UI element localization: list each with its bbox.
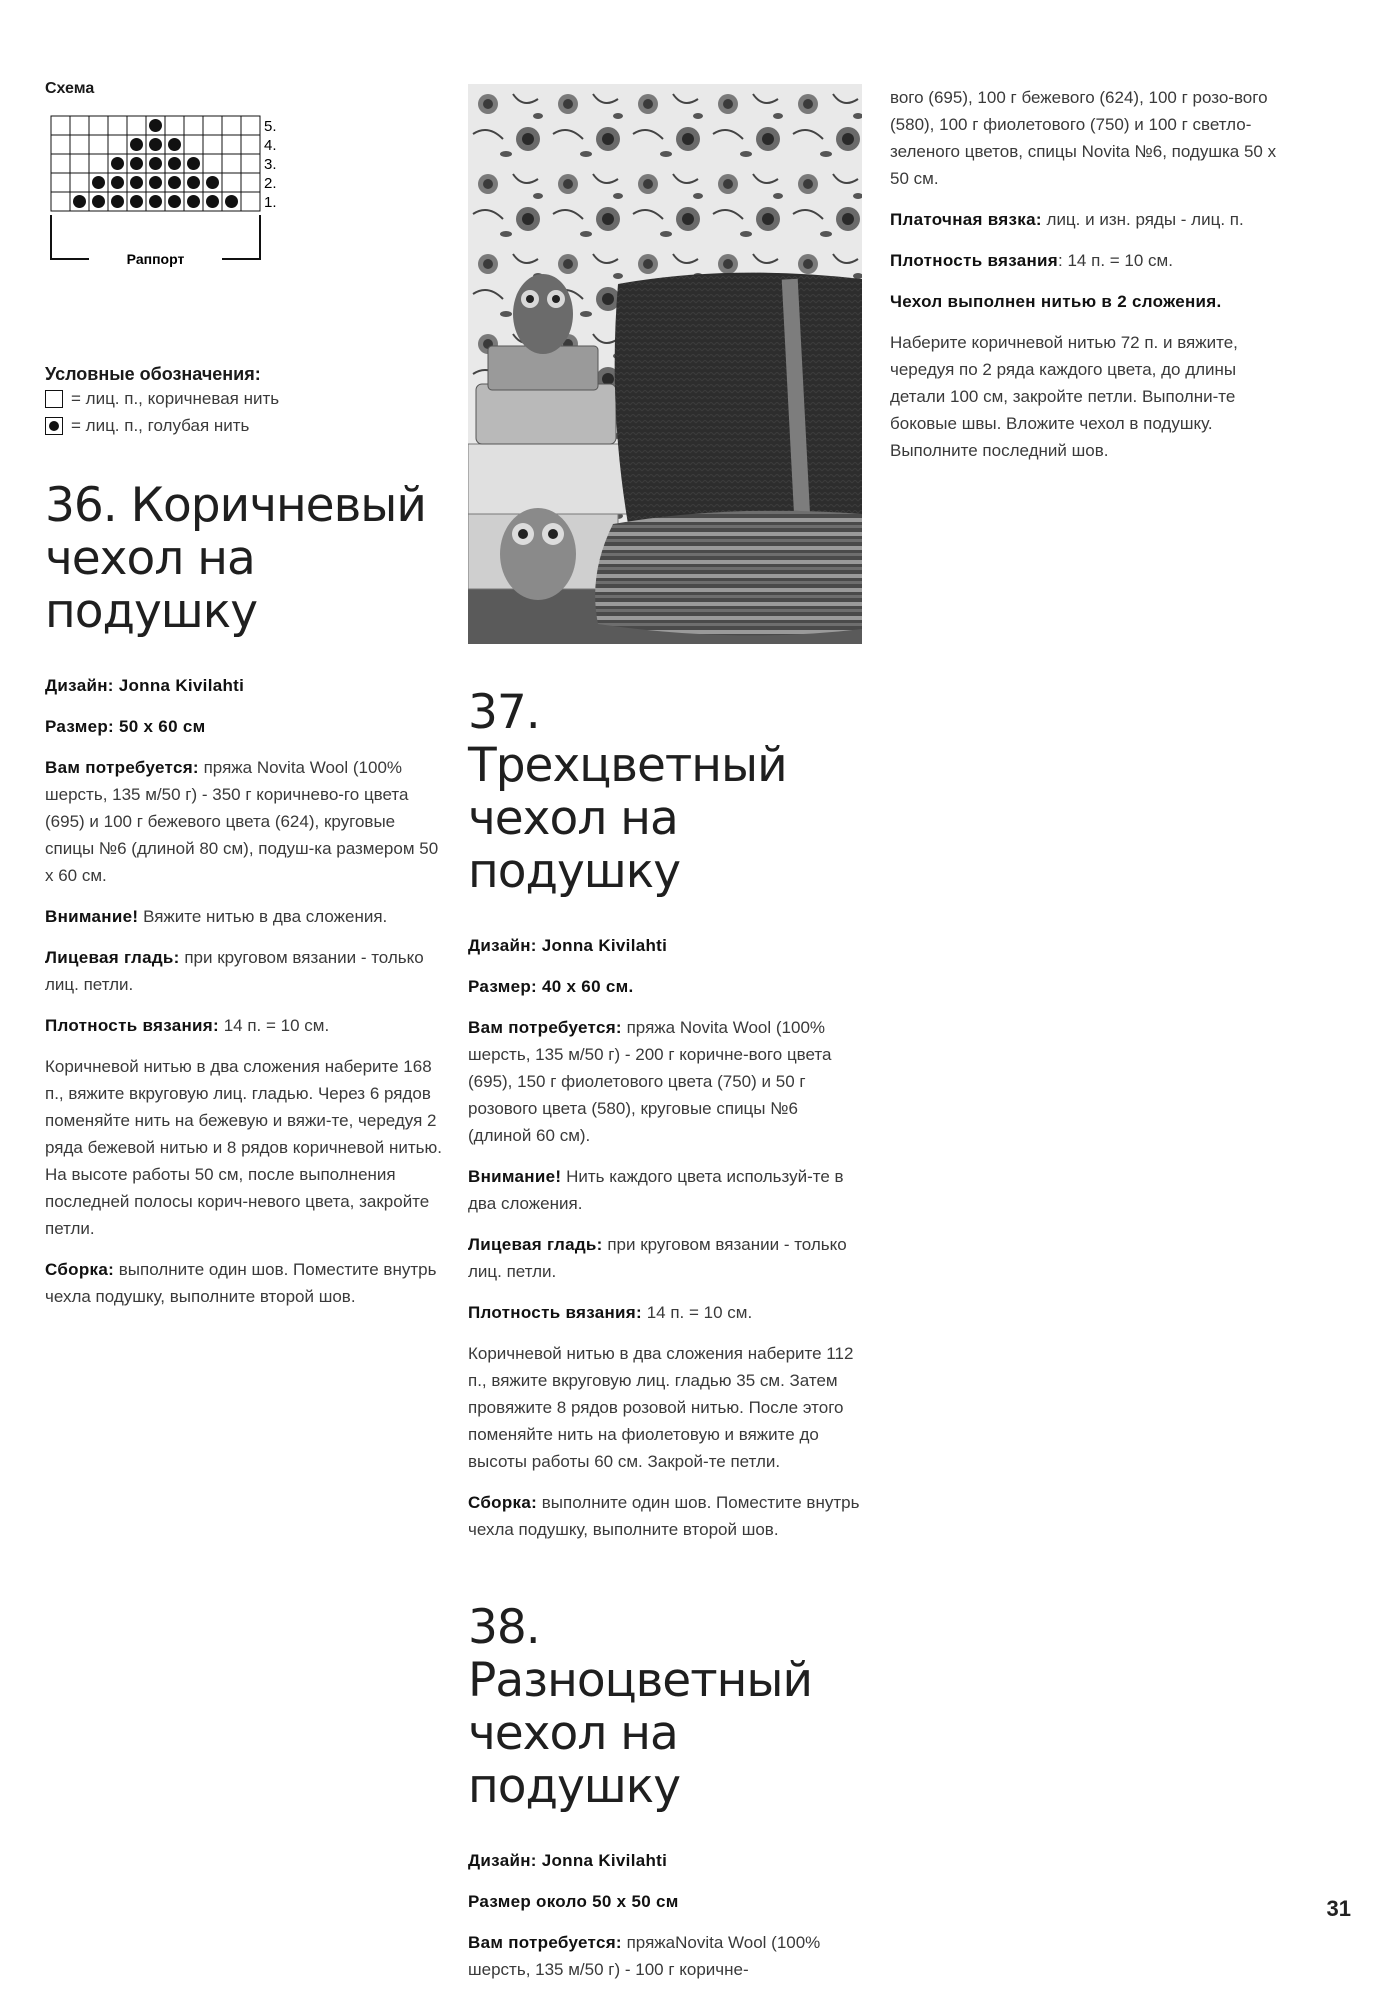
chart-dot bbox=[130, 195, 143, 208]
stitch: Лицевая гладь: при круговом вязании - только лиц. петли. bbox=[468, 1235, 847, 1281]
section-38 bbox=[468, 1601, 863, 1983]
chart-cell bbox=[241, 116, 260, 135]
chart-dot bbox=[111, 157, 124, 170]
legend-item-blue bbox=[45, 412, 445, 439]
section-37 bbox=[468, 686, 863, 1543]
title-line-1: 38. Разноцветный bbox=[468, 1600, 812, 1708]
size-label: Размер: 50 х 60 см bbox=[45, 717, 206, 736]
row-label: 5. bbox=[264, 118, 277, 135]
materials-continued: вого (695), 100 г бежевого (624), 100 г розо-вого (580), 100 г фиолетового (750) и 100 г светло-зеленого цветов, спицы Novita №6, подушка 50 х 50 см. bbox=[890, 88, 1277, 188]
chart-cell bbox=[241, 154, 260, 173]
chart-cell bbox=[222, 116, 241, 135]
empty-square-icon bbox=[45, 390, 63, 408]
legend-title: Условные обозначения: bbox=[45, 364, 261, 384]
section-title bbox=[468, 1601, 863, 1813]
chart-dot bbox=[149, 157, 162, 170]
title-line-2: чехол на подушку bbox=[468, 1706, 681, 1814]
knitting-chart bbox=[45, 108, 305, 308]
row-label: 3. bbox=[264, 156, 277, 173]
gauge: Плотность вязания: 14 п. = 10 см. bbox=[890, 251, 1173, 270]
chart-dot bbox=[73, 195, 86, 208]
title-line-1: 37. Трехцветный bbox=[468, 685, 787, 793]
chart-dot bbox=[168, 195, 181, 208]
chart-dot bbox=[168, 176, 181, 189]
materials: Вам потребуется: пряжа Novita Wool (100% шерсть, 135 м/50 г) - 200 г коричне-вого цвета (695), 150 г фиолетового цвета (750) и 50 г розового цвета (580), круговые спицы №6 (длиной 60 см). bbox=[468, 1018, 832, 1145]
left-column bbox=[45, 80, 445, 1324]
chart-cell bbox=[51, 116, 70, 135]
chart-dot bbox=[168, 138, 181, 151]
chart-cell bbox=[51, 154, 70, 173]
chart-cell bbox=[70, 135, 89, 154]
chart-cell bbox=[184, 116, 203, 135]
instructions: Коричневой нитью в два сложения наберите 112 п., вяжите вкруговую лиц. гладью 35 см. Затем провяжите 8 рядов розовой нитью. После этого поменяйте нить на фиолетовую и вяжите до высоты работы 60 см. Закрой-те петли. bbox=[468, 1344, 854, 1471]
chart-cell bbox=[70, 173, 89, 192]
scheme-title: Схема bbox=[45, 80, 95, 97]
row-label: 1. bbox=[264, 194, 277, 211]
section-title bbox=[45, 479, 445, 638]
design-credit: Дизайн: Jonna Kivilahti bbox=[468, 936, 668, 955]
chart-dot bbox=[206, 195, 219, 208]
chart-cell bbox=[70, 154, 89, 173]
chart-dot bbox=[187, 157, 200, 170]
design-credit: Дизайн: Jonna Kivilahti bbox=[468, 1851, 668, 1870]
chart-cell bbox=[241, 173, 260, 192]
chart-dot bbox=[130, 176, 143, 189]
chart-cell bbox=[222, 154, 241, 173]
chart-dot bbox=[111, 195, 124, 208]
section-36 bbox=[45, 479, 445, 1310]
title-line-2: чехол на подушку bbox=[468, 791, 681, 899]
title-line-2: чехол на подушку bbox=[45, 531, 258, 639]
chart-cell bbox=[51, 135, 70, 154]
size-label: Размер: 40 х 60 см. bbox=[468, 977, 634, 996]
chart-cell bbox=[70, 116, 89, 135]
chart-dot bbox=[187, 176, 200, 189]
assembly: Сборка: выполните один шов. Поместите внутрь чехла подушку, выполните второй шов. bbox=[468, 1493, 860, 1539]
title-line-1: 36. Коричневый bbox=[45, 478, 426, 533]
size-label: Размер около 50 х 50 см bbox=[468, 1892, 679, 1911]
chart-dot bbox=[149, 176, 162, 189]
legend-item-text: = лиц. п., голубая нить bbox=[71, 415, 250, 435]
chart-dot bbox=[149, 138, 162, 151]
repeat-label: Раппорт bbox=[126, 251, 185, 267]
right-column bbox=[890, 84, 1280, 478]
design-credit: Дизайн: Jonna Kivilahti bbox=[45, 676, 245, 695]
chart-cell bbox=[89, 135, 108, 154]
gauge: Плотность вязания: 14 п. = 10 см. bbox=[45, 1016, 330, 1035]
chart-dot bbox=[206, 176, 219, 189]
stitch: Лицевая гладь: при круговом вязании - только лиц. петли. bbox=[45, 948, 424, 994]
chart-cell bbox=[203, 135, 222, 154]
legend-item-text: = лиц. п., коричневая нить bbox=[71, 388, 280, 408]
chart-cell bbox=[51, 173, 70, 192]
chart-cell bbox=[203, 116, 222, 135]
yarn-note: Чехол выполнен нитью в 2 сложения. bbox=[890, 292, 1222, 311]
section-title bbox=[468, 686, 863, 898]
chart-dot bbox=[168, 157, 181, 170]
chart-cell bbox=[241, 192, 260, 211]
chart-dot bbox=[149, 119, 162, 132]
page-number: 31 bbox=[1326, 1896, 1351, 1921]
attention: Внимание! Вяжите нитью в два сложения. bbox=[45, 907, 388, 926]
chart-cell bbox=[222, 173, 241, 192]
chart-cell bbox=[241, 135, 260, 154]
instructions: Наберите коричневой нитью 72 п. и вяжите, чередуя по 2 ряда каждого цвета, до длины детали 100 см, закройте петли. Выполни-те боковые швы. Вложите чехол в подушку. Выполните последний шов. bbox=[890, 333, 1238, 460]
gauge: Плотность вязания: 14 п. = 10 см. bbox=[468, 1303, 753, 1322]
chart-cell bbox=[108, 116, 127, 135]
materials: Вам потребуется: пряжа Novita Wool (100% шерсть, 135 м/50 г) - 350 г коричнево-го цвета (695) и 100 г бежевого цвета (624), круговые спицы №6 (длиной 80 см), подуш-ка размером 50 х 60 см. bbox=[45, 758, 439, 885]
middle-column bbox=[468, 84, 863, 1997]
attention: Внимание! Нить каждого цвета используй-те в два сложения. bbox=[468, 1167, 844, 1213]
chart-cell bbox=[89, 154, 108, 173]
chart-dot bbox=[187, 195, 200, 208]
chart-cell bbox=[165, 116, 184, 135]
assembly: Сборка: выполните один шов. Поместите внутрь чехла подушку, выполните второй шов. bbox=[45, 1260, 437, 1306]
chart-cell bbox=[222, 135, 241, 154]
chart-dot bbox=[130, 138, 143, 151]
legend-item-brown bbox=[45, 385, 445, 412]
chart-cell bbox=[89, 116, 108, 135]
chart-cell bbox=[51, 192, 70, 211]
chart-cell bbox=[184, 135, 203, 154]
chart-dot bbox=[149, 195, 162, 208]
materials: Вам потребуется: пряжаNovita Wool (100% шерсть, 135 м/50 г) - 100 г коричне- bbox=[468, 1933, 821, 1979]
legend bbox=[45, 364, 445, 439]
chart-dot bbox=[92, 176, 105, 189]
dot-square-icon bbox=[45, 417, 63, 435]
chart-cell bbox=[203, 154, 222, 173]
photo-pillows-owls bbox=[468, 84, 862, 644]
instructions: Коричневой нитью в два сложения наберите 168 п., вяжите вкруговую лиц. гладью. Через 6 рядов поменяйте нить на бежевую и вяжи-те, чередуя 2 ряда бежевой нитью и 8 рядов коричневой нитью. На высоте работы 50 см, после выполнения последней полосы корич-невого цвета, закройте петли. bbox=[45, 1057, 442, 1238]
row-label: 4. bbox=[264, 137, 277, 154]
garter-stitch: Платочная вязка: лиц. и изн. ряды - лиц. п. bbox=[890, 210, 1244, 229]
chart-cell bbox=[127, 116, 146, 135]
chart-cell bbox=[108, 135, 127, 154]
chart-dot bbox=[130, 157, 143, 170]
chart-dot bbox=[111, 176, 124, 189]
chart-dot bbox=[225, 195, 238, 208]
row-label: 2. bbox=[264, 175, 277, 192]
chart-dot bbox=[92, 195, 105, 208]
